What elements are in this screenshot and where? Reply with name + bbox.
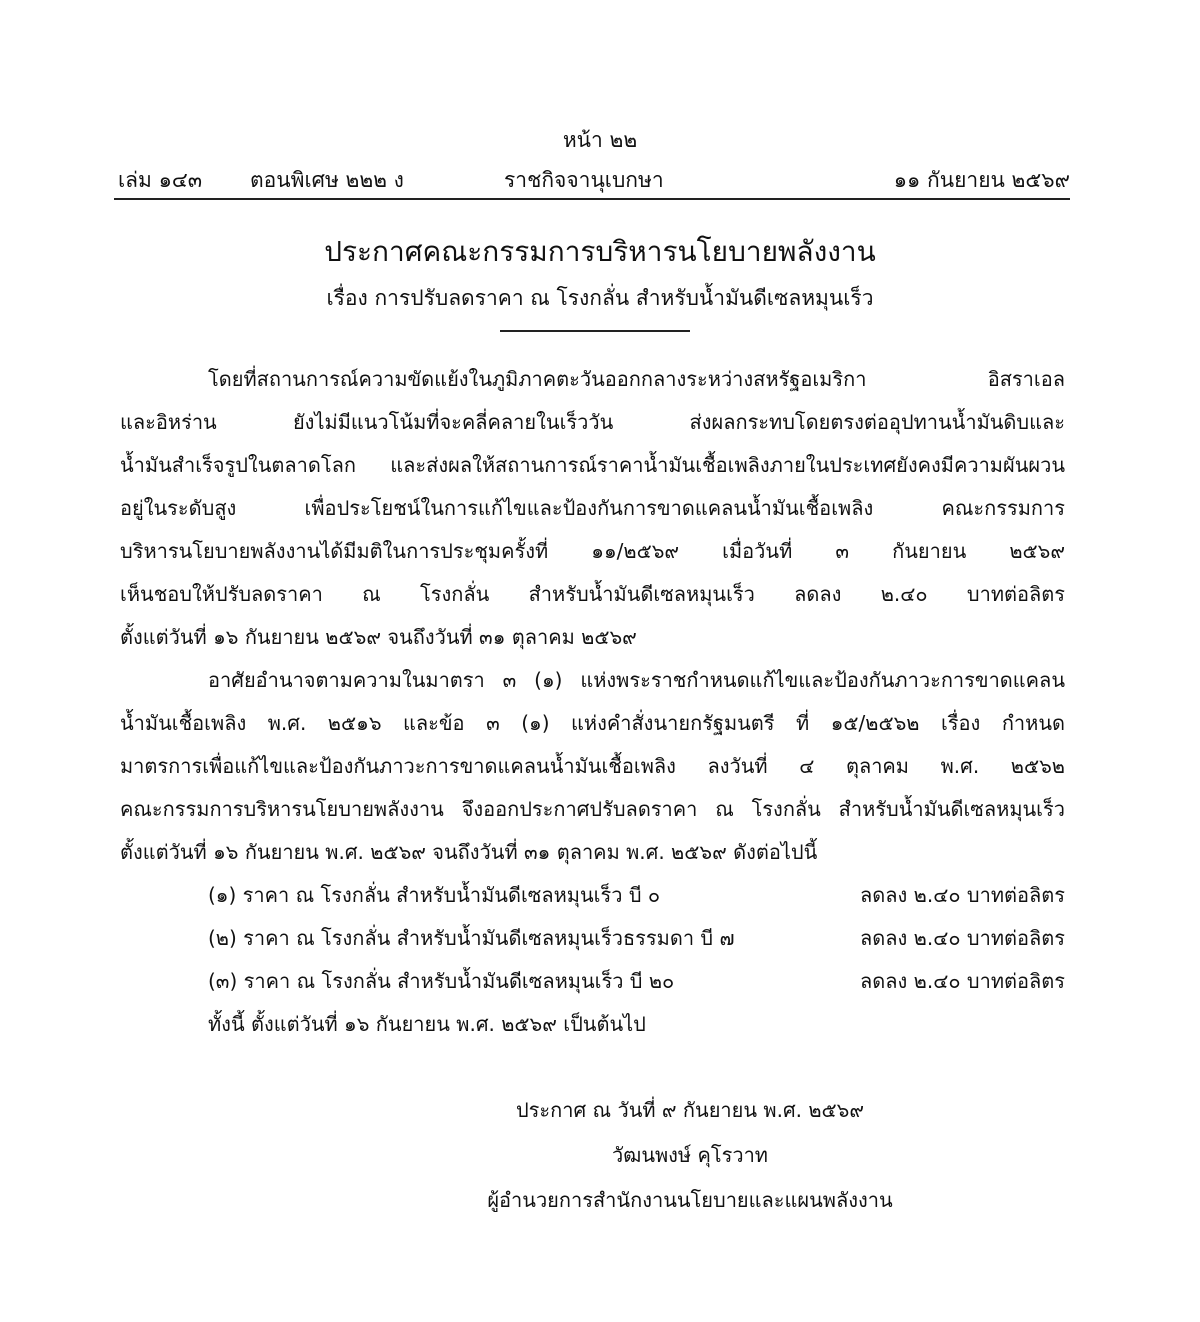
paragraph-line: และอิหร่าน ยังไม่มีแนวโน้มที่จะคลี่คลายในเร็ววัน ส่งผลกระทบโดยตรงต่ออุปทานน้ำมันดิบและ (120, 410, 1065, 434)
paragraph-line: น้ำมันสำเร็จรูปในตลาดโลก และส่งผลให้สถานการณ์ราคาน้ำมันเชื้อเพลิงภายในประเทศยังคงมีความผันผวน (120, 453, 1065, 477)
signature-block (440, 1088, 940, 1223)
paragraph-line: บริหารนโยบายพลังงานได้มีมติในการประชุมครั้งที่ ๑๑/๒๕๖๙ เมื่อวันที่ ๓ กันยายน ๒๕๖๙ (120, 539, 1065, 563)
price-item-text: (๓) ราคา ณ โรงกลั่น สำหรับน้ำมันดีเซลหมุนเร็ว บี ๒๐ (208, 969, 675, 993)
price-item-amount: ลดลง ๒.๔๐ บาทต่อลิตร (860, 883, 1065, 907)
price-item (120, 917, 1065, 960)
header-date: ๑๑ กันยายน ๒๕๖๙ (893, 168, 1070, 192)
signatory-name: วัฒนพงษ์ คุโรวาท (612, 1143, 768, 1167)
effective-date-line: ทั้งนี้ ตั้งแต่วันที่ ๑๖ กันยายน พ.ศ. ๒๕๖๙ เป็นต้นไป (208, 1012, 646, 1036)
document-title: ประกาศคณะกรรมการบริหารนโยบายพลังงาน (324, 235, 876, 268)
paragraph-line: อาศัยอำนาจตามความในมาตรา ๓ (๑) แห่งพระราชกำหนดแก้ไขและป้องกันภาวะการขาดแคลน (208, 668, 1065, 692)
paragraph-line: ตั้งแต่วันที่ ๑๖ กันยายน ๒๕๖๙ จนถึงวันที่ ๓๑ ตุลาคม ๒๕๖๙ (120, 625, 637, 649)
paragraph-line: โดยที่สถานการณ์ความขัดแย้งในภูมิภาคตะวันออกกลางระหว่างสหรัฐอเมริกา อิสราเอล (208, 367, 1065, 391)
title-divider (500, 330, 690, 332)
page-number: หน้า ๒๒ (562, 128, 638, 152)
price-item-text: (๑) ราคา ณ โรงกลั่น สำหรับน้ำมันดีเซลหมุนเร็ว บี ๐ (208, 883, 661, 907)
price-item-amount: ลดลง ๒.๔๐ บาทต่อลิตร (860, 969, 1065, 993)
header-gazette-name: ราชกิจจานุเบกษา (504, 168, 664, 192)
paragraph-line: น้ำมันเชื้อเพลิง พ.ศ. ๒๕๑๖ และข้อ ๓ (๑) แห่งคำสั่งนายกรัฐมนตรี ที่ ๑๕/๒๕๖๒ เรื่อง กำหนด (120, 711, 1065, 735)
document-body (120, 358, 1065, 1046)
price-item-text: (๒) ราคา ณ โรงกลั่น สำหรับน้ำมันดีเซลหมุนเร็วธรรมดา บี ๗ (208, 926, 735, 950)
paragraph-line: เห็นชอบให้ปรับลดราคา ณ โรงกลั่น สำหรับน้ำมันดีเซลหมุนเร็ว ลดลง ๒.๔๐ บาทต่อลิตร (120, 582, 1065, 606)
paragraph-line: อยู่ในระดับสูง เพื่อประโยชน์ในการแก้ไขและป้องกันการขาดแคลนน้ำมันเชื้อเพลิง คณะกรรมการ (120, 496, 1065, 520)
document-subject: เรื่อง การปรับลดราคา ณ โรงกลั่น สำหรับน้ำมันดีเซลหมุนเร็ว (326, 286, 874, 310)
paragraph-line: คณะกรรมการบริหารนโยบายพลังงาน จึงออกประกาศปรับลดราคา ณ โรงกลั่น สำหรับน้ำมันดีเซลหมุนเร็ว (120, 797, 1065, 821)
announcement-date: ประกาศ ณ วันที่ ๙ กันยายน พ.ศ. ๒๕๖๙ (515, 1098, 865, 1122)
paragraph-line: มาตรการเพื่อแก้ไขและป้องกันภาวะการขาดแคลนน้ำมันเชื้อเพลิง ลงวันที่ ๔ ตุลาคม พ.ศ. ๒๕๖๒ (120, 754, 1065, 778)
signatory-position: ผู้อำนวยการสำนักงานนโยบายและแผนพลังงาน (487, 1188, 893, 1212)
price-item-amount: ลดลง ๒.๔๐ บาทต่อลิตร (860, 926, 1065, 950)
header-divider (114, 198, 1070, 200)
gazette-header (114, 164, 1070, 194)
price-item (120, 874, 1065, 917)
paragraph-line: ตั้งแต่วันที่ ๑๖ กันยายน พ.ศ. ๒๕๖๙ จนถึงวันที่ ๓๑ ตุลาคม พ.ศ. ๒๕๖๙ ดังต่อไปนี้ (120, 840, 818, 864)
header-volume: เล่ม ๑๔๓ (118, 168, 203, 192)
price-item (120, 960, 1065, 1003)
header-issue: ตอนพิเศษ ๒๒๒ ง (250, 168, 404, 192)
